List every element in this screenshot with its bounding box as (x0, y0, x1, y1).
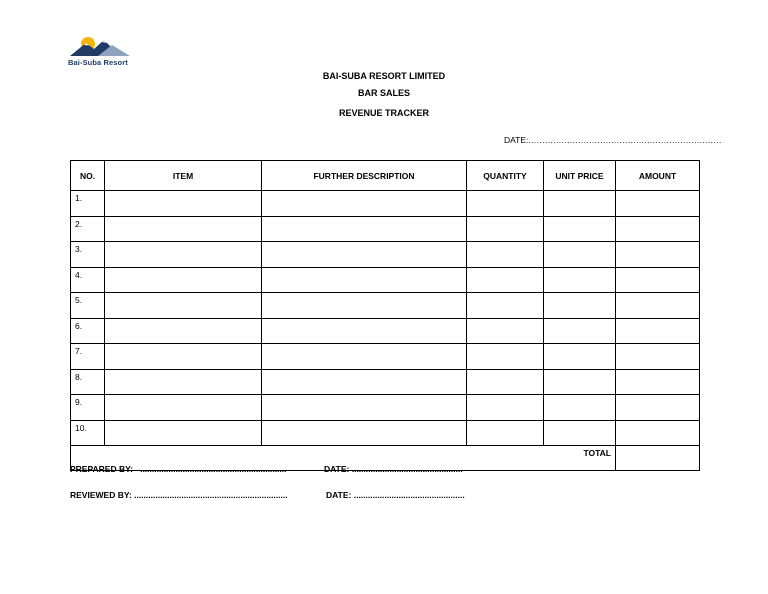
quantity-cell[interactable] (467, 267, 544, 293)
header-unit-price: UNIT PRICE (544, 161, 616, 191)
description-cell[interactable] (262, 369, 467, 395)
table-header-row (71, 161, 700, 191)
prepared-date-dots: ............................................... (351, 464, 463, 474)
row-number: 8. (71, 369, 105, 395)
description-cell[interactable] (262, 242, 467, 268)
reviewed-by-field[interactable] (70, 490, 288, 500)
description-cell[interactable] (262, 293, 467, 319)
row-number: 2. (71, 216, 105, 242)
row-number: 4. (71, 267, 105, 293)
logo-text: Bai-Suba Resort (68, 58, 128, 67)
item-cell[interactable] (105, 318, 262, 344)
reviewed-by-label: REVIEWED BY: (70, 490, 132, 500)
description-cell[interactable] (262, 395, 467, 421)
prepared-by-label: PREPARED BY: (70, 464, 133, 474)
amount-cell[interactable] (616, 293, 700, 319)
unit-price-cell[interactable] (544, 344, 616, 370)
table-row (71, 216, 700, 242)
amount-cell[interactable] (616, 420, 700, 446)
table-row (71, 267, 700, 293)
amount-cell[interactable] (616, 344, 700, 370)
date-field[interactable] (504, 135, 722, 145)
table-row (71, 344, 700, 370)
table-row (71, 242, 700, 268)
item-cell[interactable] (105, 395, 262, 421)
table-row (71, 395, 700, 421)
mountain-sun-icon (68, 34, 134, 58)
reviewed-date-field[interactable] (326, 490, 465, 500)
header-item: ITEM (105, 161, 262, 191)
prepared-by-field[interactable] (70, 464, 287, 474)
item-cell[interactable] (105, 293, 262, 319)
quantity-cell[interactable] (467, 420, 544, 446)
reviewed-date-dots: ............................................... (353, 490, 465, 500)
unit-price-cell[interactable] (544, 242, 616, 268)
amount-cell[interactable] (616, 191, 700, 217)
prepared-by-dots: .............................................................. (140, 464, 287, 474)
item-cell[interactable] (105, 344, 262, 370)
table-row (71, 420, 700, 446)
quantity-cell[interactable] (467, 369, 544, 395)
item-cell[interactable] (105, 191, 262, 217)
date-dots: ...................................................................... (528, 135, 722, 145)
resort-logo (68, 34, 134, 68)
unit-price-cell[interactable] (544, 395, 616, 421)
amount-cell[interactable] (616, 267, 700, 293)
table-row (71, 369, 700, 395)
reviewed-by-dots: ................................................................. (134, 490, 288, 500)
item-cell[interactable] (105, 267, 262, 293)
prepared-date-label: DATE: (324, 464, 350, 474)
department-name: BAR SALES (357, 88, 410, 98)
amount-cell[interactable] (616, 242, 700, 268)
quantity-cell[interactable] (467, 318, 544, 344)
total-amount-cell[interactable] (616, 446, 700, 471)
quantity-cell[interactable] (467, 344, 544, 370)
header-description: FURTHER DESCRIPTION (262, 161, 467, 191)
header-quantity: QUANTITY (467, 161, 544, 191)
unit-price-cell[interactable] (544, 369, 616, 395)
unit-price-cell[interactable] (544, 318, 616, 344)
company-name: BAI-SUBA RESORT LIMITED (322, 71, 446, 81)
row-number: 1. (71, 191, 105, 217)
item-cell[interactable] (105, 242, 262, 268)
row-number: 6. (71, 318, 105, 344)
unit-price-cell[interactable] (544, 293, 616, 319)
prepared-date-field[interactable] (324, 464, 463, 474)
quantity-cell[interactable] (467, 242, 544, 268)
item-cell[interactable] (105, 216, 262, 242)
quantity-cell[interactable] (467, 395, 544, 421)
date-label: DATE: (504, 135, 529, 145)
table-row (71, 191, 700, 217)
unit-price-cell[interactable] (544, 216, 616, 242)
description-cell[interactable] (262, 344, 467, 370)
row-number: 9. (71, 395, 105, 421)
quantity-cell[interactable] (467, 216, 544, 242)
row-number: 5. (71, 293, 105, 319)
table-row (71, 318, 700, 344)
header-no: NO. (71, 161, 105, 191)
table-row (71, 293, 700, 319)
header-amount: AMOUNT (616, 161, 700, 191)
amount-cell[interactable] (616, 216, 700, 242)
revenue-table (70, 160, 700, 471)
amount-cell[interactable] (616, 369, 700, 395)
amount-cell[interactable] (616, 318, 700, 344)
quantity-cell[interactable] (467, 293, 544, 319)
reviewed-date-label: DATE: (326, 490, 352, 500)
description-cell[interactable] (262, 318, 467, 344)
item-cell[interactable] (105, 369, 262, 395)
description-cell[interactable] (262, 420, 467, 446)
row-number: 10. (71, 420, 105, 446)
unit-price-cell[interactable] (544, 191, 616, 217)
description-cell[interactable] (262, 191, 467, 217)
unit-price-cell[interactable] (544, 420, 616, 446)
row-number: 7. (71, 344, 105, 370)
page-title: REVENUE TRACKER (338, 108, 429, 118)
row-number: 3. (71, 242, 105, 268)
unit-price-cell[interactable] (544, 267, 616, 293)
quantity-cell[interactable] (467, 191, 544, 217)
total-label: TOTAL (71, 446, 616, 471)
amount-cell[interactable] (616, 395, 700, 421)
description-cell[interactable] (262, 267, 467, 293)
item-cell[interactable] (105, 420, 262, 446)
description-cell[interactable] (262, 216, 467, 242)
